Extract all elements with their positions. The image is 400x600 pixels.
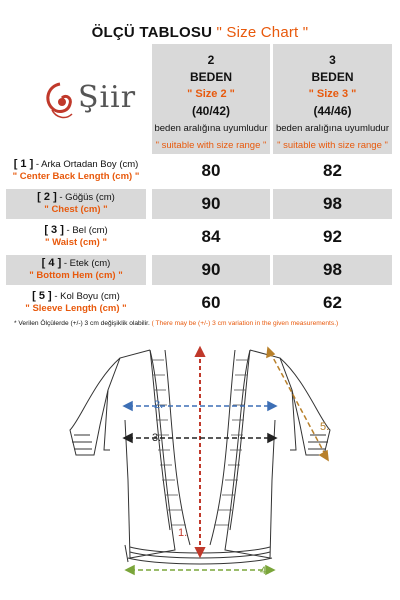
- measure-label-1: 1.: [178, 527, 188, 539]
- row-value-size-2: 84: [201, 227, 221, 246]
- row-value-size-2: 90: [152, 189, 270, 219]
- row-label-en: " Center Back Length (cm) ": [12, 171, 140, 182]
- size-beden: BEDEN: [311, 70, 354, 84]
- row-label: [6, 222, 146, 252]
- brand-logo-text: Şiir: [78, 80, 137, 115]
- row-code: [ 1 ]: [13, 158, 34, 170]
- row-label-en: " Sleeve Length (cm) ": [25, 303, 127, 314]
- row-code: [ 5 ]: [32, 290, 52, 302]
- row-label-en: " Bottom Hem (cm) ": [29, 270, 123, 281]
- measure-label-2: 2.: [154, 399, 164, 411]
- title-en: " Size Chart ": [216, 24, 309, 41]
- row-label-tr: - Göğüs (cm): [59, 192, 115, 203]
- row-code: [ 2 ]: [37, 191, 57, 203]
- size-beden: BEDEN: [189, 70, 232, 84]
- note-tr: * Verilen Ölçülerde (+/-) 3 cm değişiklik olabilir.: [14, 320, 150, 327]
- table-row: [6, 189, 392, 219]
- row-label: [6, 288, 146, 318]
- size-range: (40/42): [191, 104, 231, 118]
- row-value-size-3: 92: [323, 227, 342, 246]
- table-row: [6, 255, 392, 285]
- measure-label-4: 4.: [260, 565, 270, 577]
- row-code: [ 3 ]: [44, 224, 64, 236]
- size-range: (44/46): [313, 104, 352, 118]
- table-row: [6, 288, 392, 318]
- row-value-size-2: 60: [201, 293, 221, 312]
- size-number: 2: [207, 53, 215, 67]
- row-value-size-3: 82: [323, 161, 342, 180]
- garment-diagram: [0, 330, 400, 592]
- page-title: [0, 24, 400, 41]
- row-value-size-2: 90: [152, 255, 270, 285]
- title-tr: ÖLÇÜ TABLOSU: [91, 24, 213, 41]
- row-label: [6, 255, 146, 285]
- row-code: [ 4 ]: [41, 257, 62, 269]
- size-en: " Size 3 ": [308, 88, 357, 100]
- table-row: [6, 222, 392, 252]
- row-label-en: " Chest (cm) ": [44, 204, 108, 215]
- column-header-size-2: [152, 44, 270, 154]
- row-label: [6, 156, 146, 186]
- measure-label-5: 5.: [320, 421, 330, 433]
- note-en: ( There may be (+/-) 3 cm variation in the given measurements.): [151, 320, 339, 327]
- row-value-size-3: 62: [323, 293, 342, 312]
- size-range-tr: beden aralığına uyumludur: [154, 123, 268, 134]
- row-value-size-3: 98: [273, 189, 392, 219]
- size-range-en: " suitable with size range ": [155, 140, 267, 151]
- size-range-tr: beden aralığına uyumludur: [275, 123, 390, 134]
- row-label-tr: - Etek (cm): [63, 258, 111, 269]
- measure-label-3: 3.: [152, 432, 162, 444]
- row-value-size-3: 98: [273, 255, 392, 285]
- row-label-tr: - Bel (cm): [66, 225, 108, 236]
- size-en: " Size 2 ": [187, 88, 235, 100]
- row-label-tr: - Kol Boyu (cm): [54, 291, 120, 302]
- row-value-size-2: 80: [201, 161, 221, 180]
- row-label-en: " Waist (cm) ": [45, 237, 107, 248]
- variation-note: [14, 320, 338, 327]
- size-number: 3: [329, 53, 336, 67]
- row-label: [6, 189, 146, 219]
- row-label-tr: - Arka Ortadan Boy (cm): [35, 159, 139, 170]
- column-header-size-3: [273, 44, 392, 154]
- size-range-en: " suitable with size range ": [277, 140, 388, 151]
- table-row: [6, 156, 392, 186]
